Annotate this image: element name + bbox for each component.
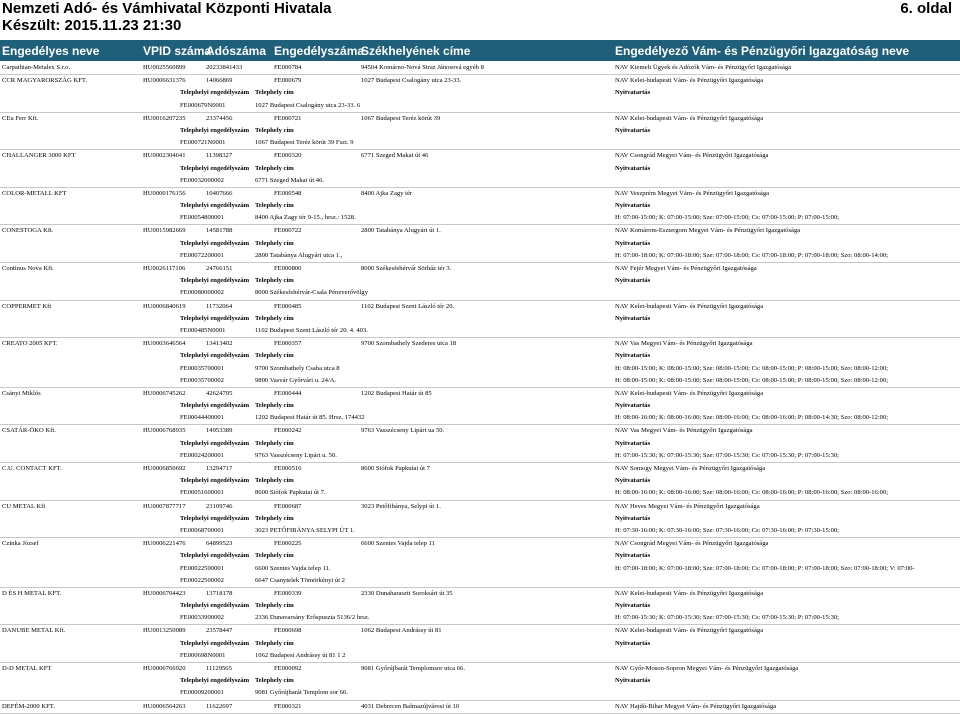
opening-hours-label: Nyitvatartás	[615, 602, 651, 610]
col-tax-header: Adószáma	[206, 44, 267, 58]
record-office: NAV Veszprém Megyei Vám- és Pénzügyőri Igazgatósága	[615, 189, 770, 197]
page-number: 6. oldal	[900, 0, 952, 17]
opening-hours-label: Nyitvatartás	[615, 514, 651, 522]
record-tax-number: 64899523	[206, 540, 233, 548]
record-permit-number: FE000687	[274, 502, 302, 510]
site-permit-label: Telephelyi engedélyszám	[180, 477, 250, 485]
record-office: NAV Komárom-Esztergom Megyei Vám- és Pénzügyőri Igazgatósága	[615, 227, 801, 235]
record-row	[0, 338, 960, 350]
site-address: 8600 Siófok Papkutai út 7.	[255, 489, 326, 497]
record-permit-number: FE000242	[274, 427, 302, 435]
record-row	[0, 463, 960, 475]
record-address: 9763 Vasszécseny Lipárt ua 50.	[361, 427, 445, 435]
opening-hours-label: Nyitvatartás	[615, 89, 651, 97]
record-address: 8600 Siófok Papkutai út 7	[361, 465, 430, 472]
site-permit-number: FE00080000002	[180, 289, 224, 297]
record-address: 9081 Győrújbarát Templomsor utca 66.	[361, 665, 465, 672]
site-subheader-row	[0, 475, 960, 487]
record-address: 1102 Budapest Szent László tér 20.	[361, 302, 455, 310]
site-address: 2800 Tatabánya Alugyári utca 1.,	[255, 251, 343, 259]
record-row	[0, 663, 960, 675]
record-office: NAV Kelet-budapesti Vám- és Pénzügyőri Igazgatósága	[615, 389, 764, 397]
site-address: 1102 Budapest Szent László tér 20. 4. 403.	[255, 326, 368, 334]
record-office: NAV Kiemelt Ügyek és Adózók Vám- és Pénzügyőri Igazgatósága	[615, 64, 792, 71]
record-name: CSATÁR-ÖKO Kft.	[2, 427, 56, 435]
opening-hours-label: Nyitvatartás	[615, 126, 651, 134]
site-opening-hours: H: 08:00-15:00; K: 08:00-15:00; Sze: 08:00-15:00; Cs: 08:00-15:00; P: 08:00-15:00; Szo: 08:00-12:00;	[615, 364, 889, 372]
site-row	[0, 525, 960, 538]
col-permit-header: Engedélyszáma	[274, 44, 365, 58]
record-permit-number: FE000548	[274, 189, 302, 197]
record-row	[0, 75, 960, 87]
site-address: 3023 PETŐFIBÁNYA SELYPI ÚT 1.	[255, 526, 355, 534]
record-vpid: HU0006840619	[143, 302, 186, 310]
record-office: NAV Kelet-budapesti Vám- és Pénzügyőri Igazgatósága	[615, 589, 764, 597]
site-subheader-row	[0, 438, 960, 450]
site-permit-label: Telephelyi engedélyszám	[180, 239, 250, 247]
record-name: CEu Ferr Kft.	[2, 114, 39, 122]
site-address-label: Telephely cím	[255, 514, 294, 522]
record-vpid: HU0006631376	[143, 77, 186, 85]
record-permit-number: FE000722	[274, 227, 302, 235]
record-name: D-D METAL KFT	[2, 665, 52, 672]
site-address: 1067 Budapest Teréz körút 39 Fszt. 9	[255, 139, 354, 147]
record-office: NAV Csongrád Megyei Vám- és Pénzügyőri Igazgatósága	[615, 152, 769, 160]
site-address: 9763 Vasszécseny Lipárt u. 50.	[255, 451, 337, 459]
site-permit-label: Telephelyi engedélyszám	[180, 552, 250, 560]
site-permit-label: Telephelyi engedélyszám	[180, 439, 250, 447]
site-permit-number: FE000698N0001	[180, 651, 226, 659]
site-address-label: Telephely cím	[255, 239, 294, 247]
site-address-label: Telephely cím	[255, 439, 294, 447]
record-permit-number: FE000679	[274, 77, 302, 85]
site-permit-label: Telephelyi engedélyszám	[180, 202, 250, 210]
site-subheader-row	[0, 313, 960, 325]
site-row	[0, 325, 960, 338]
record-vpid: HU0000176156	[143, 189, 186, 197]
opening-hours-label: Nyitvatartás	[615, 439, 651, 447]
record-address: 1202 Budapest Határ út 85	[361, 389, 432, 397]
site-opening-hours: H: 07:00-15:30; K: 07:00-15:30; Sze: 07:00-15:30; Cs: 07:00-15:30; P: 07:00-15:30;	[615, 451, 840, 459]
opening-hours-label: Nyitvatartás	[615, 639, 651, 647]
site-permit-number: FE00051600001	[180, 489, 224, 497]
opening-hours-label: Nyitvatartás	[615, 314, 651, 322]
record-vpid: HU0006850692	[143, 465, 186, 472]
site-permit-label: Telephelyi engedélyszám	[180, 677, 250, 685]
site-subheader-row	[0, 238, 960, 250]
record-office: NAV Kelet-budapesti Vám- és Pénzügyőri Igazgatósága	[615, 627, 764, 635]
record-office: NAV Vas Megyei Vám- és Pénzügyőri Igazgatósága	[615, 427, 753, 435]
site-opening-hours: H: 07:00-18:00; K: 07:00-18:00; Sze: 07:00-18:00; Cs: 07:00-18:00; P: 07:00-18:00; Szo: 07:00-18:00; V: 07:00-	[615, 564, 915, 572]
record-name: COLOR-METALL KFT	[2, 189, 67, 197]
site-row	[0, 250, 960, 263]
site-row	[0, 612, 960, 625]
site-row	[0, 100, 960, 113]
record-permit-number: FE000225	[274, 540, 302, 548]
site-address-label: Telephely cím	[255, 126, 294, 134]
record-name: Carpathian-Metalex S.r.o.	[2, 64, 71, 71]
record-vpid: HU0016207235	[143, 114, 186, 122]
record-office: NAV Hajdú-Bihar Megyei Vám- és Pénzügyőri Igazgatósága	[615, 702, 777, 710]
site-address-label: Telephely cím	[255, 402, 294, 410]
record-tax-number: 10407666	[206, 189, 233, 197]
site-subheader-row	[0, 200, 960, 212]
site-address: 9800 Vasvár Győrvári u. 24/A.	[255, 376, 337, 384]
site-address-label: Telephely cím	[255, 677, 294, 685]
site-row	[0, 412, 960, 425]
site-address-label: Telephely cím	[255, 552, 294, 560]
site-permit-number: FE000721N0001	[180, 139, 226, 147]
site-permit-label: Telephelyi engedélyszám	[180, 164, 250, 172]
site-row	[0, 563, 960, 575]
site-address-label: Telephely cím	[255, 277, 294, 285]
record-name: C.U. CONTACT KFT.	[2, 465, 62, 472]
site-row	[0, 212, 960, 225]
record-office: NAV Somogy Megyei Vám- és Pénzügyőri Igazgatósága	[615, 465, 766, 472]
record-tax-number: 11732064	[206, 302, 233, 310]
opening-hours-label: Nyitvatartás	[615, 352, 651, 360]
records-list	[0, 62, 960, 714]
site-permit-number: FE00035700002	[180, 376, 224, 384]
site-permit-number: FE00022500002	[180, 576, 224, 584]
site-address-label: Telephely cím	[255, 477, 294, 485]
site-row	[0, 687, 960, 700]
site-permit-label: Telephelyi engedélyszám	[180, 277, 250, 285]
col-vpid-header: VPID száma	[143, 44, 212, 58]
site-opening-hours: H: 07:00-15:30; K: 07:00-15:30; Sze: 07:00-15:30; Cs: 07:00-15:30; P: 07:00-15:30;	[615, 614, 840, 622]
record-tax-number: 13294717	[206, 465, 233, 472]
record-office: NAV Kelet-budapesti Vám- és Pénzügyőri Igazgatósága	[615, 77, 764, 85]
site-row	[0, 363, 960, 375]
site-address: 9081 Győrújbarát Templom sor 66.	[255, 689, 348, 697]
record-tax-number: 11129565	[206, 665, 232, 672]
record-office: NAV Vas Megyei Vám- és Pénzügyőri Igazgatósága	[615, 340, 753, 348]
site-address: 1202 Budapest Határ út 85. Hrsz. 174432	[255, 414, 365, 422]
created-timestamp: Készült: 2015.11.23 21:30	[2, 17, 182, 34]
site-row	[0, 450, 960, 463]
record-row	[0, 625, 960, 637]
record-vpid: HU0015982669	[143, 227, 186, 235]
site-subheader-row	[0, 550, 960, 562]
record-name: Csányi Miklós	[2, 389, 41, 397]
record-name: DANUBE METAL Kft.	[2, 627, 66, 635]
record-permit-number: FE000339	[274, 589, 302, 597]
record-vpid: HU0006745262	[143, 389, 186, 397]
record-address: 6771 Szeged Makai út 46	[361, 152, 429, 160]
site-permit-number: FE00022500001	[180, 564, 224, 572]
site-permit-label: Telephelyi engedélyszám	[180, 314, 250, 322]
record-row	[0, 701, 960, 714]
record-permit-number: FE000721	[274, 114, 302, 122]
col-name-header: Engedélyes neve	[2, 44, 100, 58]
record-tax-number: 14581788	[206, 227, 233, 235]
record-tax-number: 23374456	[206, 114, 233, 122]
site-address: 9700 Szombathely Csaba utca 8	[255, 364, 340, 372]
site-address-label: Telephely cím	[255, 89, 294, 97]
opening-hours-label: Nyitvatartás	[615, 477, 651, 485]
site-permit-number: FE00024200001	[180, 451, 224, 459]
site-opening-hours: H: 07:00-18:00; K: 07:00-18:00; Sze: 07:00-18:00; Cs: 07:00-18:00; P: 07:00-18:00; Szo: 08:00-14:00;	[615, 251, 889, 259]
opening-hours-label: Nyitvatartás	[615, 677, 651, 685]
record-row	[0, 388, 960, 400]
record-row	[0, 62, 960, 75]
record-address: 3023 Petőfibánya, Selypi út 1.	[361, 502, 441, 510]
opening-hours-label: Nyitvatartás	[615, 402, 651, 410]
site-row	[0, 575, 960, 588]
opening-hours-label: Nyitvatartás	[615, 552, 651, 560]
site-opening-hours: H: 08:00-16:00; K: 08:00-16:00; Sze: 08:00-16:00; Cs: 08:00-16:00; P: 08:00-16:00; Szo: 08:00-16:00;	[615, 489, 889, 497]
site-permit-number: FE00068700001	[180, 526, 224, 534]
site-permit-label: Telephelyi engedélyszám	[180, 602, 250, 610]
site-permit-number: FE00044400001	[180, 414, 224, 422]
site-permit-number: FE00009200001	[180, 689, 224, 697]
record-vpid: HU0026117106	[143, 265, 186, 272]
record-address: 9700 Szombathely Szederes utca 18	[361, 340, 457, 348]
record-name: CHALLANGER 3000 KFT	[2, 152, 76, 160]
site-row	[0, 487, 960, 500]
record-vpid: HU0003646564	[143, 340, 186, 348]
site-address: 2336 Dunavarsány Erőspuszta 5136/2 hrsz.	[255, 614, 370, 622]
site-permit-number: FE00032000002	[180, 176, 224, 184]
opening-hours-label: Nyitvatartás	[615, 239, 651, 247]
site-address-label: Telephely cím	[255, 352, 294, 360]
record-office: NAV Győr-Moson-Sopron Megyei Vám- és Pénzügyőri Igazgatósága	[615, 665, 799, 672]
site-subheader-row	[0, 400, 960, 412]
site-permit-number: FE00035700001	[180, 364, 224, 372]
record-office: NAV Fejér Megyei Vám- és Pénzügyőri Igazgatósága	[615, 265, 757, 272]
site-address-label: Telephely cím	[255, 639, 294, 647]
site-subheader-row	[0, 87, 960, 99]
record-row	[0, 188, 960, 200]
record-vpid: HU0013250089	[143, 627, 186, 635]
record-vpid: HU0006221476	[143, 540, 186, 548]
record-vpid: HU0007877717	[143, 502, 186, 510]
site-address: 1062 Budapest Andrássy út 81 1 2	[255, 651, 346, 659]
record-tax-number: 24766151	[206, 265, 233, 272]
site-opening-hours: H: 07:30-16:00; K: 07:30-16:00; Sze: 07:30-16:00; Cs: 07:30-16:00; P: 07:30-15:00;	[615, 526, 840, 534]
record-row	[0, 588, 960, 600]
record-name: DEFÉM-2000 KFT.	[2, 702, 55, 710]
record-vpid: HU0006564263	[143, 702, 186, 710]
site-permit-number: FE00054800001	[180, 214, 224, 222]
record-address: 6600 Szentes Vajda telep 11	[361, 540, 435, 548]
record-permit-number: FE000485	[274, 302, 302, 310]
site-address-label: Telephely cím	[255, 602, 294, 610]
record-row	[0, 538, 960, 550]
record-row	[0, 425, 960, 437]
record-name: CCR MAGYARORSZÁG KFT.	[2, 77, 88, 85]
record-tax-number: 13718178	[206, 589, 233, 597]
record-address: 4031 Debrecen Balmazújvárosi út 10	[361, 702, 460, 710]
site-address: 8000 Székesfehérvár-Csala Pénzverővölgy	[255, 289, 369, 297]
site-row	[0, 175, 960, 188]
site-subheader-row	[0, 275, 960, 287]
site-address-label: Telephely cím	[255, 202, 294, 210]
record-vpid: HU0002304641	[143, 152, 186, 160]
column-header-bar	[0, 40, 960, 61]
record-tax-number: 20233841433	[206, 64, 243, 71]
record-address: 1067 Budapest Teréz körút 39	[361, 114, 441, 122]
record-name: Continus Nova Kft.	[2, 265, 54, 272]
site-subheader-row	[0, 163, 960, 175]
site-permit-label: Telephelyi engedélyszám	[180, 352, 250, 360]
site-permit-number: FE000485N0001	[180, 326, 226, 334]
document-title: Nemzeti Adó- és Vámhivatal Központi Hivatala	[2, 0, 332, 17]
col-address-header: Székhelyének címe	[361, 44, 471, 58]
record-tax-number: 23109746	[206, 502, 233, 510]
record-tax-number: 14066869	[206, 77, 233, 85]
record-row	[0, 113, 960, 125]
record-name: CONESTOGA Kft.	[2, 227, 54, 235]
record-tax-number: 23578447	[206, 627, 233, 635]
site-subheader-row	[0, 125, 960, 137]
opening-hours-label: Nyitvatartás	[615, 277, 651, 285]
record-tax-number: 42624705	[206, 389, 233, 397]
site-permit-label: Telephelyi engedélyszám	[180, 514, 250, 522]
site-address: 6771 Szeged Makai út 46.	[255, 176, 325, 184]
site-subheader-row	[0, 675, 960, 687]
record-permit-number: FE000357	[274, 340, 302, 348]
record-permit-number: FE000444	[274, 389, 302, 397]
record-tax-number: 11622697	[206, 702, 233, 710]
site-row	[0, 137, 960, 150]
record-vpid: HU0006766920	[143, 665, 186, 672]
site-permit-number: FE000679N0001	[180, 101, 226, 109]
col-office-header: Engedélyező Vám- és Pénzügyőri Igazgatóság neve	[615, 44, 910, 58]
record-tax-number: 13413402	[206, 340, 233, 348]
record-vpid: HU0006768935	[143, 427, 186, 435]
record-permit-number: FE000092	[274, 665, 302, 672]
record-name: Czinka József	[2, 540, 39, 548]
record-address: 94504 Komárno-Nová Straz Jánosová egyéb 8	[361, 64, 484, 71]
site-address: 6600 Szentes Vajda telep 11.	[255, 564, 331, 572]
record-row	[0, 301, 960, 313]
record-permit-number: FE000800	[274, 265, 302, 272]
site-permit-label: Telephelyi engedélyszám	[180, 89, 250, 97]
site-opening-hours: H: 07:00-15:00; K: 07:00-15:00; Sze: 07:00-15:00; Cs: 07:00-15:00; P: 07:00-15:00;	[615, 214, 840, 222]
record-name: CU METAL Kft	[2, 502, 46, 510]
record-permit-number: FE000698	[274, 627, 302, 635]
site-address: 6647 Csanytelek Tömörkényi út 2	[255, 576, 345, 584]
opening-hours-label: Nyitvatartás	[615, 202, 651, 210]
site-subheader-row	[0, 350, 960, 362]
record-permit-number: FE000784	[274, 64, 302, 71]
record-row	[0, 263, 960, 275]
site-address: 1027 Budapest Csalogány utca 23-33. 6	[255, 101, 361, 109]
site-permit-label: Telephelyi engedélyszám	[180, 402, 250, 410]
site-permit-label: Telephelyi engedélyszám	[180, 126, 250, 134]
site-subheader-row	[0, 600, 960, 612]
record-address: 1062 Budapest Andrássy út 81	[361, 627, 442, 635]
record-tax-number: 14953389	[206, 427, 233, 435]
record-office: NAV Csongrád Megyei Vám- és Pénzügyőri Igazgatósága	[615, 540, 769, 548]
site-address-label: Telephely cím	[255, 314, 294, 322]
record-name: D ÉS H METAL KFT.	[2, 589, 62, 597]
site-row	[0, 375, 960, 388]
site-opening-hours: H: 08:00-15:00; K: 08:00-15:00; Sze: 08:00-15:00; Cs: 08:00-15:00; P: 08:00-15:00; Szo: 08:00-12:00;	[615, 376, 889, 384]
record-row	[0, 150, 960, 162]
site-opening-hours: H: 08:00-16:00; K: 08:00-16:00; Sze: 08:00-16:00; Cs: 08:00-16:00; P: 08:00-14:30; Szo: 08:00-12:00;	[615, 414, 889, 422]
record-permit-number: FE000320	[274, 152, 302, 160]
record-name: COPPERMET Kft	[2, 302, 52, 310]
site-address: 8400 Ajka Zagy tér 9-15., hrsz.: 1528.	[255, 214, 356, 222]
record-office: NAV Kelet-budapesti Vám- és Pénzügyőri Igazgatósága	[615, 114, 764, 122]
record-permit-number: FE000516	[274, 465, 302, 472]
record-address: 2800 Tatabánya Alugyári út 1.	[361, 227, 441, 235]
record-office: NAV Heves Megyei Vám- és Pénzügyőri Igazgatósága	[615, 502, 760, 510]
site-row	[0, 287, 960, 300]
record-permit-number: FE000321	[274, 702, 302, 710]
record-address: 8000 Székesfehérvár Sörház tér 3.	[361, 265, 452, 272]
record-row	[0, 501, 960, 513]
record-address: 2330 Dunaharaszti Soroksári út 35	[361, 589, 453, 597]
record-name: CREATO 2005 KFT.	[2, 340, 58, 348]
site-permit-number: FE00072200001	[180, 251, 224, 259]
record-address: 8400 Ajka Zagy tér	[361, 189, 413, 197]
record-row	[0, 225, 960, 237]
opening-hours-label: Nyitvatartás	[615, 164, 651, 172]
site-permit-number: FE00033900002	[180, 614, 224, 622]
record-vpid: HU0025560899	[143, 64, 186, 71]
record-office: NAV Kelet-budapesti Vám- és Pénzügyőri Igazgatósága	[615, 302, 764, 310]
record-tax-number: 11398327	[206, 152, 233, 160]
site-subheader-row	[0, 513, 960, 525]
record-address: 1027 Budapest Csalogány utca 23-33.	[361, 77, 462, 85]
site-row	[0, 650, 960, 663]
site-permit-label: Telephelyi engedélyszám	[180, 639, 250, 647]
site-subheader-row	[0, 638, 960, 650]
record-vpid: HU0006704423	[143, 589, 186, 597]
site-address-label: Telephely cím	[255, 164, 294, 172]
